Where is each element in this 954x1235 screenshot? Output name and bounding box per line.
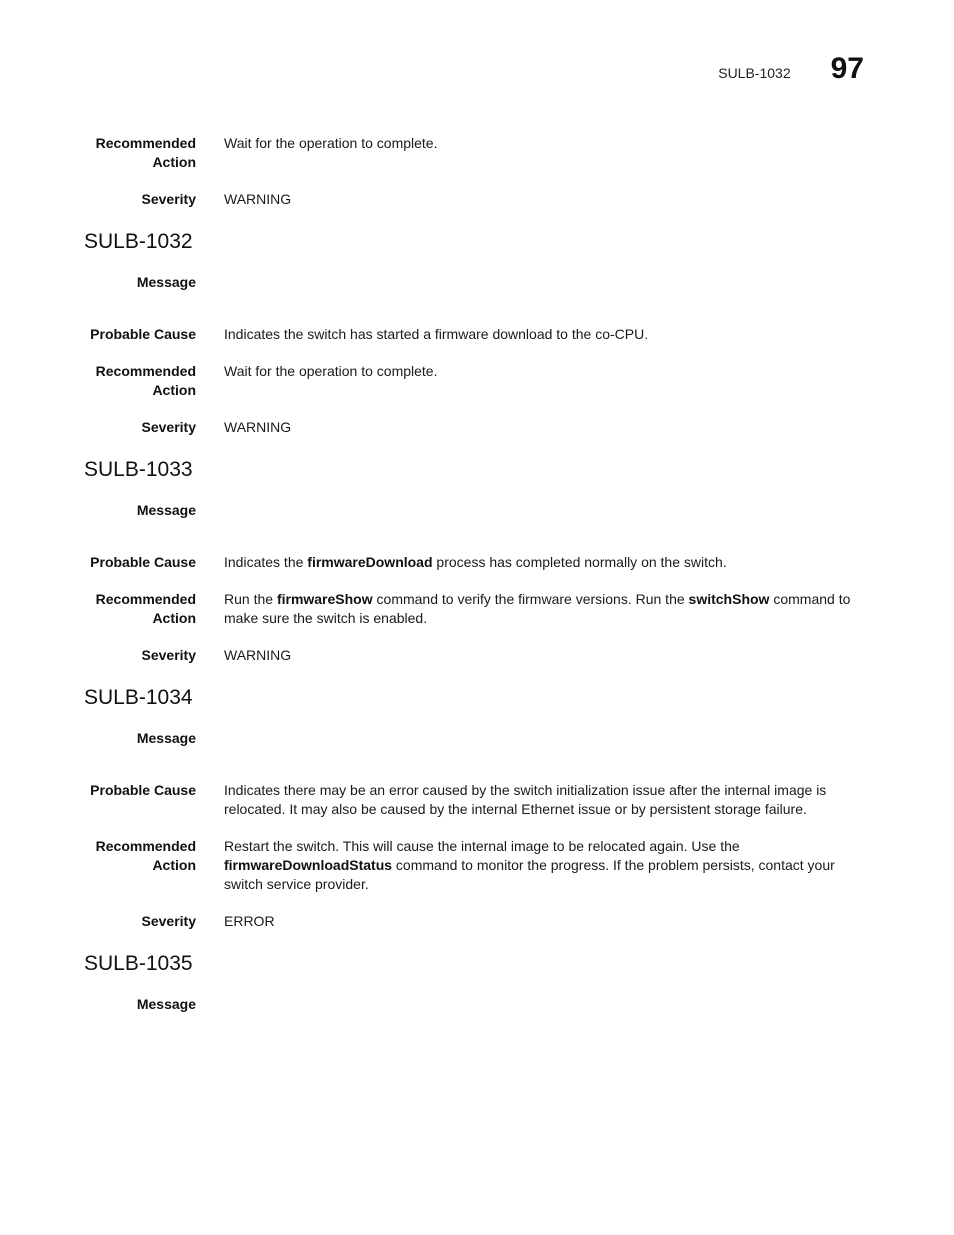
recommended-action-row xyxy=(84,590,874,628)
command-name: firmwareDownloadStatus xyxy=(224,857,393,873)
probable-cause-label: Probable Cause xyxy=(90,326,196,342)
severity-row xyxy=(84,646,874,665)
message-label: Message xyxy=(136,996,196,1012)
probable-cause-row xyxy=(84,325,874,344)
message-row xyxy=(84,995,874,1014)
text-span: Indicates the xyxy=(224,554,308,570)
recommended-action-text xyxy=(224,837,874,894)
probable-cause-label: Probable Cause xyxy=(90,554,196,570)
recommended-action-text: Wait for the operation to complete. xyxy=(224,363,438,379)
header-code: SULB-1032 xyxy=(718,65,791,81)
probable-cause-label: Probable Cause xyxy=(90,782,196,798)
message-text xyxy=(224,995,874,1014)
probable-cause-text: Indicates there may be an error caused by the switch initialization issue after the internal image is relocated. It may also be caused by the internal Ethernet issue or by persistent storage failure. xyxy=(224,782,827,817)
message-label: Message xyxy=(136,502,196,518)
recommended-action-row xyxy=(84,362,874,400)
recommended-action-label: Recommended Action xyxy=(95,363,196,398)
severity-label: Severity xyxy=(141,419,196,435)
message-label: Message xyxy=(136,730,196,746)
text-span: command to make sure the switch is enabled. xyxy=(224,591,851,626)
command-name: firmwareShow xyxy=(276,591,373,607)
severity-value: WARNING xyxy=(224,191,292,207)
recommended-action-text xyxy=(224,590,874,628)
severity-row xyxy=(84,190,874,209)
message-text xyxy=(224,729,874,748)
recommended-action-row xyxy=(84,134,874,172)
text-span: Restart the switch. This will cause the internal image to be relocated again. Use the xyxy=(224,838,740,854)
severity-value: WARNING xyxy=(224,647,292,663)
probable-cause-text xyxy=(224,553,874,572)
message-row xyxy=(84,273,874,292)
probable-cause-row xyxy=(84,781,874,819)
entry-title-sulb-1033: SULB-1033 xyxy=(84,458,193,481)
message-label: Message xyxy=(136,274,196,290)
page-header xyxy=(718,52,864,86)
message-row xyxy=(84,729,874,748)
probable-cause-row xyxy=(84,553,874,572)
text-span: command to monitor the progress. If the problem persists, contact your switch service provider. xyxy=(224,857,835,892)
severity-row xyxy=(84,912,874,931)
recommended-action-label: Recommended Action xyxy=(95,135,196,170)
entry-title-sulb-1035: SULB-1035 xyxy=(84,952,193,975)
text-span: process has completed normally on the switch. xyxy=(432,554,727,570)
message-row xyxy=(84,501,874,520)
severity-value: ERROR xyxy=(224,913,275,929)
severity-label: Severity xyxy=(141,913,196,929)
text-span: Run the xyxy=(224,591,277,607)
severity-label: Severity xyxy=(141,191,196,207)
command-name: firmwareDownload xyxy=(307,554,433,570)
entry-title-sulb-1032: SULB-1032 xyxy=(84,230,193,253)
probable-cause-text: Indicates the switch has started a firmware download to the co-CPU. xyxy=(224,326,649,342)
document-body xyxy=(84,134,874,1047)
recommended-action-label: Recommended Action xyxy=(95,591,196,626)
message-text xyxy=(224,501,874,520)
severity-label: Severity xyxy=(141,647,196,663)
recommended-action-row xyxy=(84,837,874,894)
page-number: 97 xyxy=(830,52,864,85)
command-name: switchShow xyxy=(688,591,770,607)
severity-row xyxy=(84,418,874,437)
recommended-action-text: Wait for the operation to complete. xyxy=(224,135,438,151)
severity-value: WARNING xyxy=(224,419,292,435)
entry-title-sulb-1034: SULB-1034 xyxy=(84,686,193,709)
text-span: command to verify the firmware versions. Run the xyxy=(372,591,689,607)
message-text xyxy=(224,273,874,292)
recommended-action-label: Recommended Action xyxy=(95,838,196,873)
